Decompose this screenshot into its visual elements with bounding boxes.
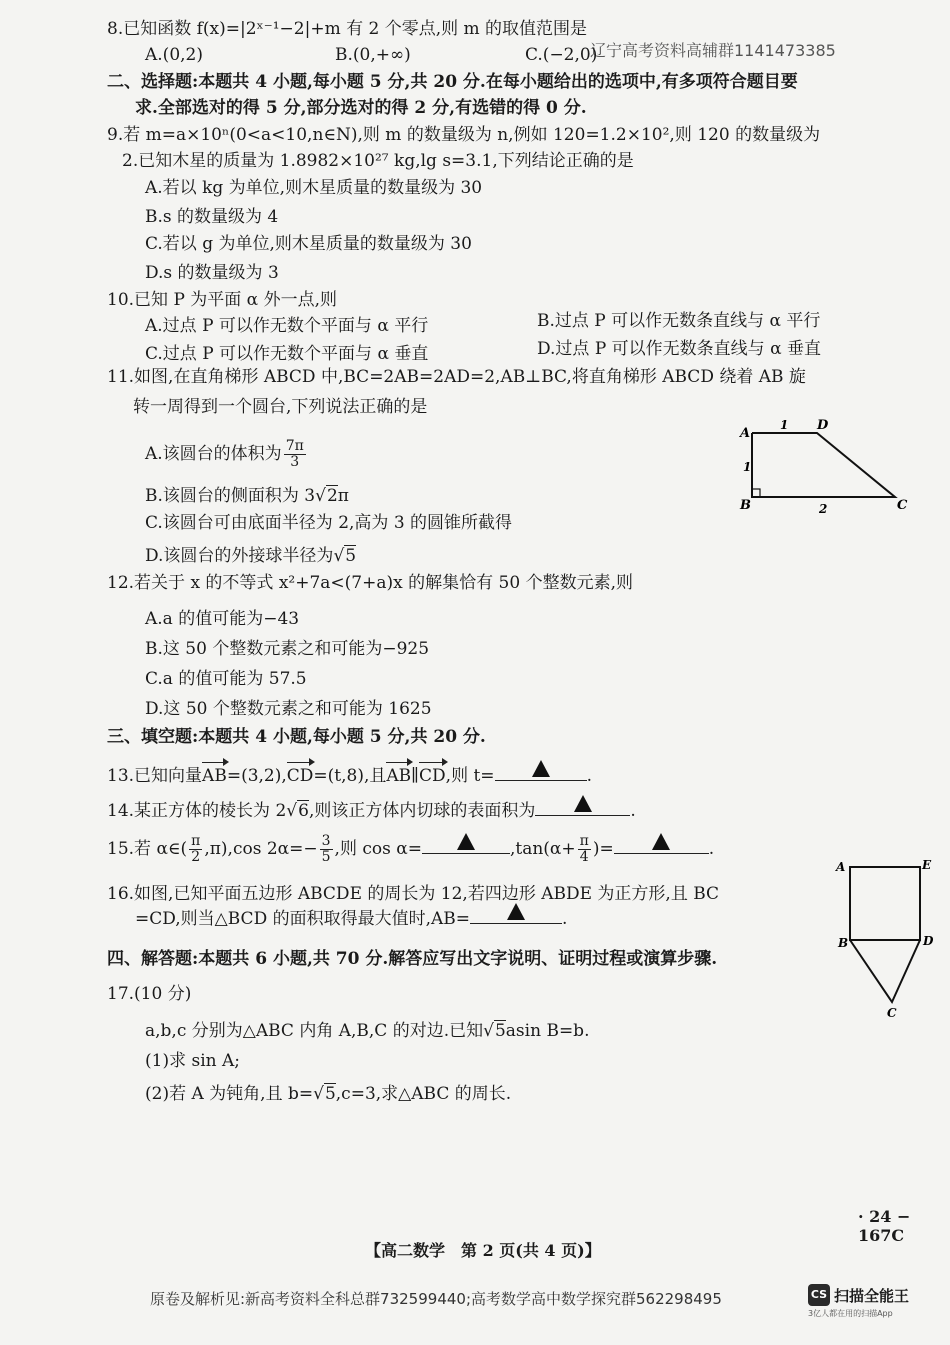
fraction-pi-over-4: $\frac{\pi}{4}$ <box>579 833 589 865</box>
label-ad-length: 1 <box>780 418 789 432</box>
label-D: D <box>923 934 934 948</box>
q10-option-d: D.过点 P 可以作无数条直线与 α 垂直 <box>537 339 821 359</box>
pentagon-figure <box>830 855 940 1025</box>
scanner-logo <box>808 1284 909 1319</box>
triangle-marker-icon <box>652 833 670 850</box>
fraction-3-over-5: $\frac{3}{5}$ <box>321 833 331 865</box>
sqrt-sign: √ <box>483 1021 494 1041</box>
label-bc-length: 2 <box>819 502 828 516</box>
label-A: A <box>836 860 846 874</box>
section2-heading-cont: 求.全部选对的得 5 分,部分选对的得 2 分,有选错的得 0 分. <box>135 98 587 118</box>
footer-text: 原卷及解析见:新高考资料全科总群732599440;高考数学高中数学探究群562298495 <box>150 1290 722 1308</box>
vector-cd: CD <box>419 766 446 786</box>
triangle-marker-icon <box>507 903 525 920</box>
sqrt-sign: √ <box>315 486 326 506</box>
q8-stem: 8.已知函数 f(x)=|2ˣ⁻¹−2|+m 有 2 个零点,则 m 的取值范围是 <box>107 19 588 39</box>
q9-option-b: B.s 的数量级为 4 <box>145 207 279 227</box>
fraction-7pi-over-3: $\frac{7\pi}{3}$ <box>285 438 304 470</box>
q12-option-a: A.a 的值可能为−43 <box>145 609 300 629</box>
logo-subtitle: 3亿人都在用的扫描App <box>808 1309 893 1318</box>
label-E: E <box>922 858 932 872</box>
label-B: B <box>740 498 751 513</box>
triangle-marker-icon <box>532 760 550 777</box>
trapezoid-figure <box>735 415 910 520</box>
sqrt-sign: √ <box>286 801 298 821</box>
vector-ab: AB <box>386 766 412 786</box>
q8-option-b: B.(0,+∞) <box>335 45 411 65</box>
right-angle-mark <box>752 489 760 497</box>
q9-option-a: A.若以 kg 为单位,则木星质量的数量级为 30 <box>145 178 483 198</box>
page-number: 【高二数学 第 2 页(共 4 页)】 <box>365 1241 601 1260</box>
triangle-marker-icon <box>457 833 475 850</box>
q11-option-d: D.该圆台的外接球半径为√5 <box>145 546 357 566</box>
q12-option-c: C.a 的值可能为 57.5 <box>145 669 307 689</box>
triangle-marker-icon <box>574 795 592 812</box>
answer-blank[interactable] <box>470 905 562 924</box>
answer-blank-cos[interactable] <box>422 835 510 854</box>
answer-blank[interactable] <box>495 762 587 781</box>
label-ab-length: 1 <box>743 460 752 474</box>
paper-code: · 24 − 167C <box>858 1207 911 1245</box>
watermark-text: 辽宁高考资料高辅群1141473385 <box>590 41 836 60</box>
q12-stem: 12.若关于 x 的不等式 x²+7a<(7+a)x 的解集恰有 50 个整数元素,则 <box>107 573 633 593</box>
q17-title: 17.(10 分) <box>107 984 192 1004</box>
trapezoid-outline <box>752 433 895 497</box>
triangle-bcd <box>850 940 920 1002</box>
answer-blank[interactable] <box>535 797 630 816</box>
vector-cd: CD <box>286 766 314 786</box>
cs-logo-icon: CS <box>808 1284 830 1306</box>
q12-option-d: D.这 50 个整数元素之和可能为 1625 <box>145 699 432 719</box>
q8-option-a: A.(0,2) <box>145 45 203 65</box>
q17-part2: (2)若 A 为钝角,且 b=√5,c=3,求△ABC 的周长. <box>145 1084 512 1104</box>
label-A: A <box>740 426 751 441</box>
label-B: B <box>838 936 849 950</box>
q14: 14.某正方体的棱长为 2√6,则该正方体内切球的表面积为 . <box>107 797 636 822</box>
answer-blank-tan[interactable] <box>614 835 709 854</box>
section4-heading: 四、解答题:本题共 6 小题,共 70 分.解答应写出文字说明、证明过程或演算步骤. <box>107 949 718 969</box>
q11-option-c: C.该圆台可由底面半径为 2,高为 3 的圆锥所截得 <box>145 513 513 533</box>
q9-option-d: D.s 的数量级为 3 <box>145 263 279 283</box>
q17-stem: a,b,c 分别为△ABC 内角 A,B,C 的对边.已知√5asin B=b. <box>145 1021 590 1041</box>
q17-part1: (1)求 sin A; <box>145 1051 241 1071</box>
q11-option-a: A.该圆台的体积为 $\frac{7\pi}{3}$ <box>145 438 304 470</box>
q16-stem-cont: =CD,则当△BCD 的面积取得最大值时,AB= . <box>135 905 567 930</box>
sqrt-sign: √ <box>333 546 345 566</box>
q12-option-b: B.这 50 个整数元素之和可能为−925 <box>145 639 430 659</box>
vector-ab: AB <box>202 766 227 786</box>
label-D: D <box>817 418 829 433</box>
q16-stem: 16.如图,已知平面五边形 ABCDE 的周长为 12,若四边形 ABDE 为正方形,且 BC <box>107 884 720 904</box>
label-C: C <box>887 1006 897 1020</box>
q13: 13.已知向量AB=(3,2),CD=(t,8),且AB∥CD,则 t= . <box>107 762 592 787</box>
q11-stem: 11.如图,在直角梯形 ABCD 中,BC=2AB=2AD=2,AB⊥BC,将直角梯形 ABCD 绕着 AB 旋 <box>107 367 806 387</box>
label-C: C <box>897 498 908 513</box>
q15: 15.若 α∈( $\frac{\pi}{2}$ ,π),cos 2α=− $\frac{3}{5}$ ,则 cos α= ,tan(α+ $\frac{\pi}{4}$ )= . <box>107 833 715 865</box>
fraction-pi-over-2: $\frac{\pi}{2}$ <box>191 833 201 865</box>
q9-stem: 9.若 m=a×10ⁿ(0<a<10,n∈N),则 m 的数量级为 n,例如 120=1.2×10²,则 120 的数量级为 <box>107 125 821 145</box>
q10-option-a: A.过点 P 可以作无数个平面与 α 平行 <box>145 316 429 336</box>
q11-stem-cont: 转一周得到一个圆台,下列说法正确的是 <box>133 397 428 417</box>
q8-option-c: C.(−2,0) <box>525 45 598 65</box>
q9-stem-cont: 2.已知木星的质量为 1.8982×10²⁷ kg,lg s=3.1,下列结论正确的是 <box>122 151 634 171</box>
q10-option-c: C.过点 P 可以作无数个平面与 α 垂直 <box>145 344 429 364</box>
q10-stem: 10.已知 P 为平面 α 外一点,则 <box>107 290 337 310</box>
q9-option-c: C.若以 g 为单位,则木星质量的数量级为 30 <box>145 234 472 254</box>
q11-option-b: B.该圆台的侧面积为 3√2π <box>145 486 349 506</box>
section3-heading: 三、填空题:本题共 4 小题,每小题 5 分,共 20 分. <box>107 727 486 747</box>
sqrt-sign: √ <box>313 1084 324 1104</box>
logo-name: 扫描全能王 <box>834 1286 910 1305</box>
section2-heading: 二、选择题:本题共 4 小题,每小题 5 分,共 20 分.在每小题给出的选项中,有多项符合题目要 <box>107 72 798 92</box>
q10-option-b: B.过点 P 可以作无数条直线与 α 平行 <box>537 311 821 331</box>
square-abde <box>850 867 920 940</box>
